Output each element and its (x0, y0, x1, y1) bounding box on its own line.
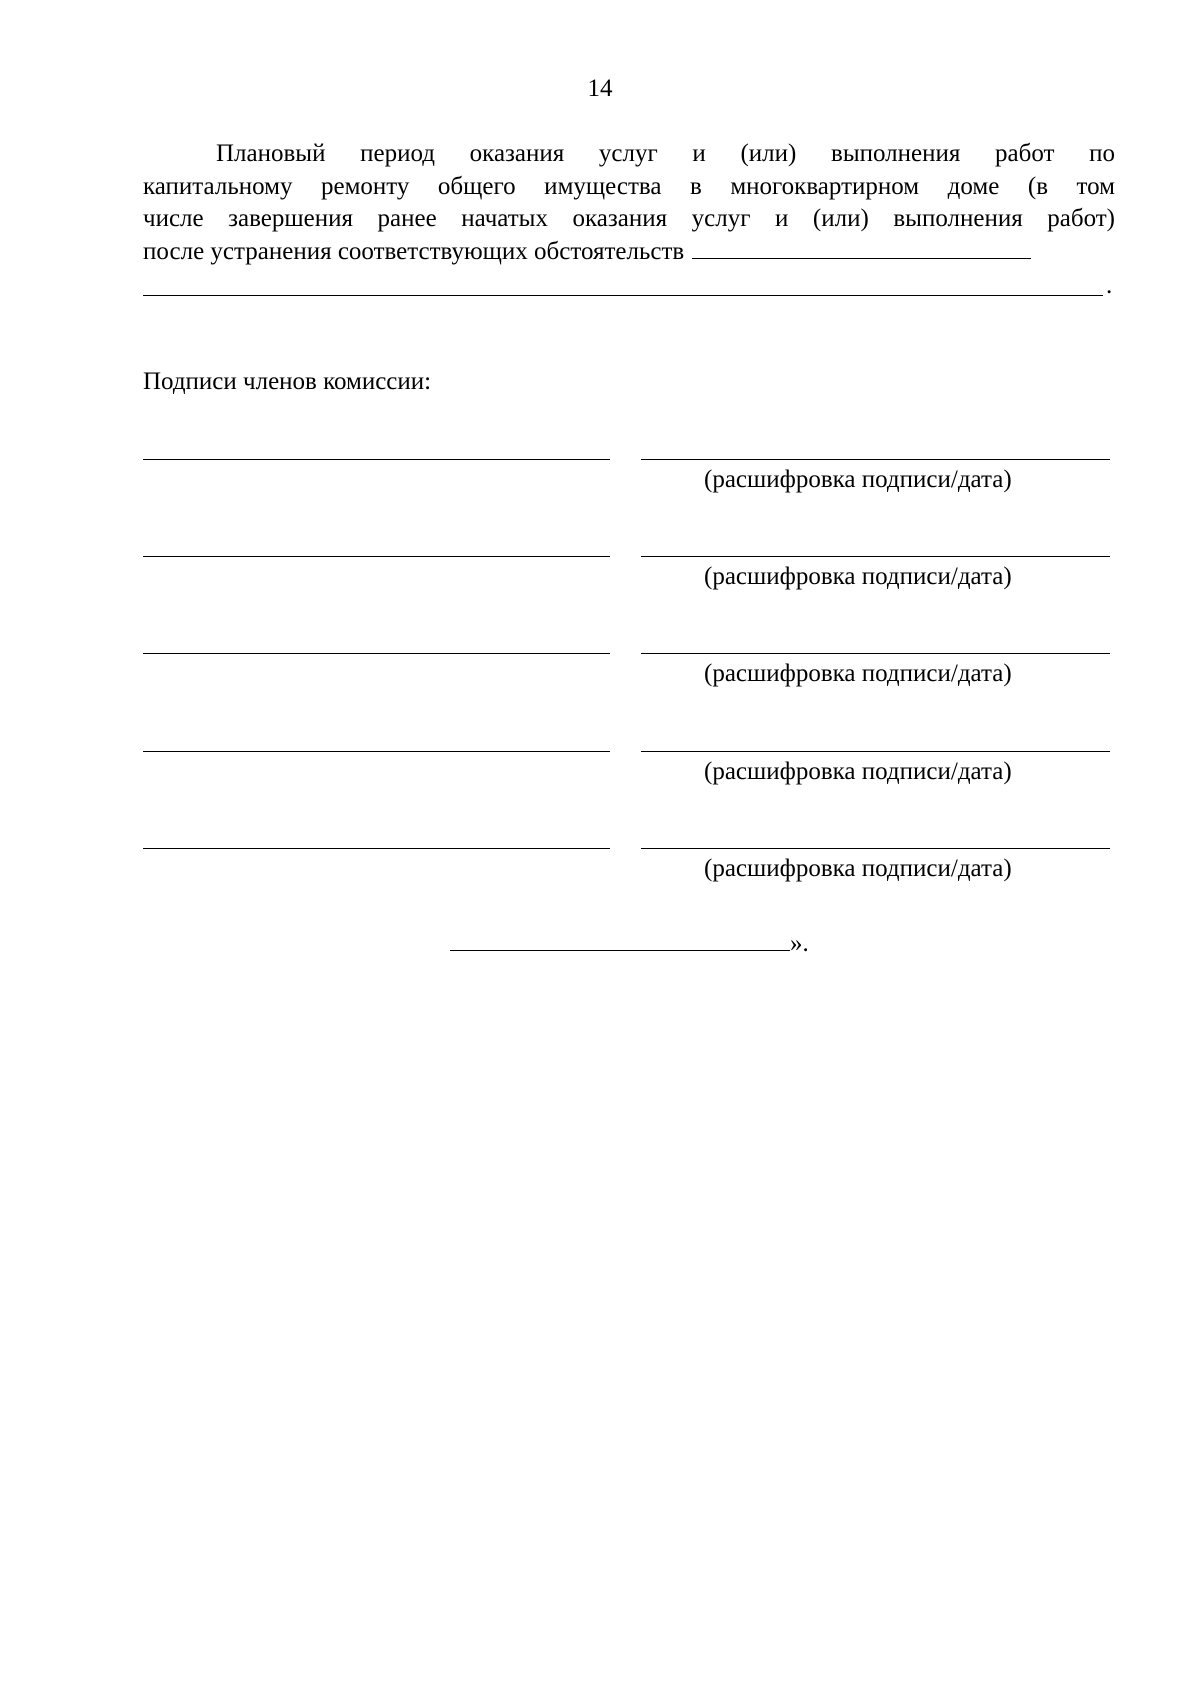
signature-line[interactable] (143, 751, 610, 752)
signature-caption: (расшифровка подписи/дата) (704, 758, 1012, 785)
sentence-end-period: . (1106, 272, 1113, 299)
signature-decoding-line[interactable] (641, 459, 1110, 460)
closing-quote: ». (790, 930, 809, 957)
paragraph-line: числе завершения ранее начатых оказания услуг и (или) выполнения работ) (143, 205, 1115, 233)
signature-row (0, 556, 1200, 616)
paragraph-line: капитальному ремонту общего имущества в многоквартирном доме (в том (143, 172, 1115, 200)
page-number: 14 (587, 75, 613, 102)
signature-line[interactable] (143, 556, 610, 557)
closing-blank[interactable] (450, 924, 790, 951)
fill-in-blank-full-line[interactable] (143, 295, 1103, 296)
signature-row (0, 848, 1200, 908)
signature-caption: (расшифровка подписи/дата) (704, 660, 1012, 687)
closing-line (450, 924, 809, 959)
paragraph-line: Плановый период оказания услуг и (или) выполнения работ по (216, 140, 1115, 167)
signature-decoding-line[interactable] (641, 751, 1110, 752)
signature-row (0, 459, 1200, 519)
signature-row (0, 751, 1200, 811)
signature-caption: (расшифровка подписи/дата) (704, 466, 1012, 493)
paragraph-line: после устранения соответствующих обстоятельств (143, 237, 685, 265)
signature-line[interactable] (143, 653, 610, 654)
signature-decoding-line[interactable] (641, 848, 1110, 849)
signature-decoding-line[interactable] (641, 653, 1110, 654)
signature-caption: (расшифровка подписи/дата) (704, 563, 1012, 590)
planned-period-paragraph (143, 138, 1115, 268)
fill-in-blank[interactable] (692, 236, 1031, 259)
signature-caption: (расшифровка подписи/дата) (704, 855, 1012, 882)
paragraph-line-with-blank (143, 236, 1115, 269)
signature-line[interactable] (143, 848, 610, 849)
signature-line[interactable] (143, 459, 610, 460)
signature-decoding-line[interactable] (641, 556, 1110, 557)
signatures-heading: Подписи членов комиссии: (143, 368, 432, 395)
signature-row (0, 653, 1200, 713)
